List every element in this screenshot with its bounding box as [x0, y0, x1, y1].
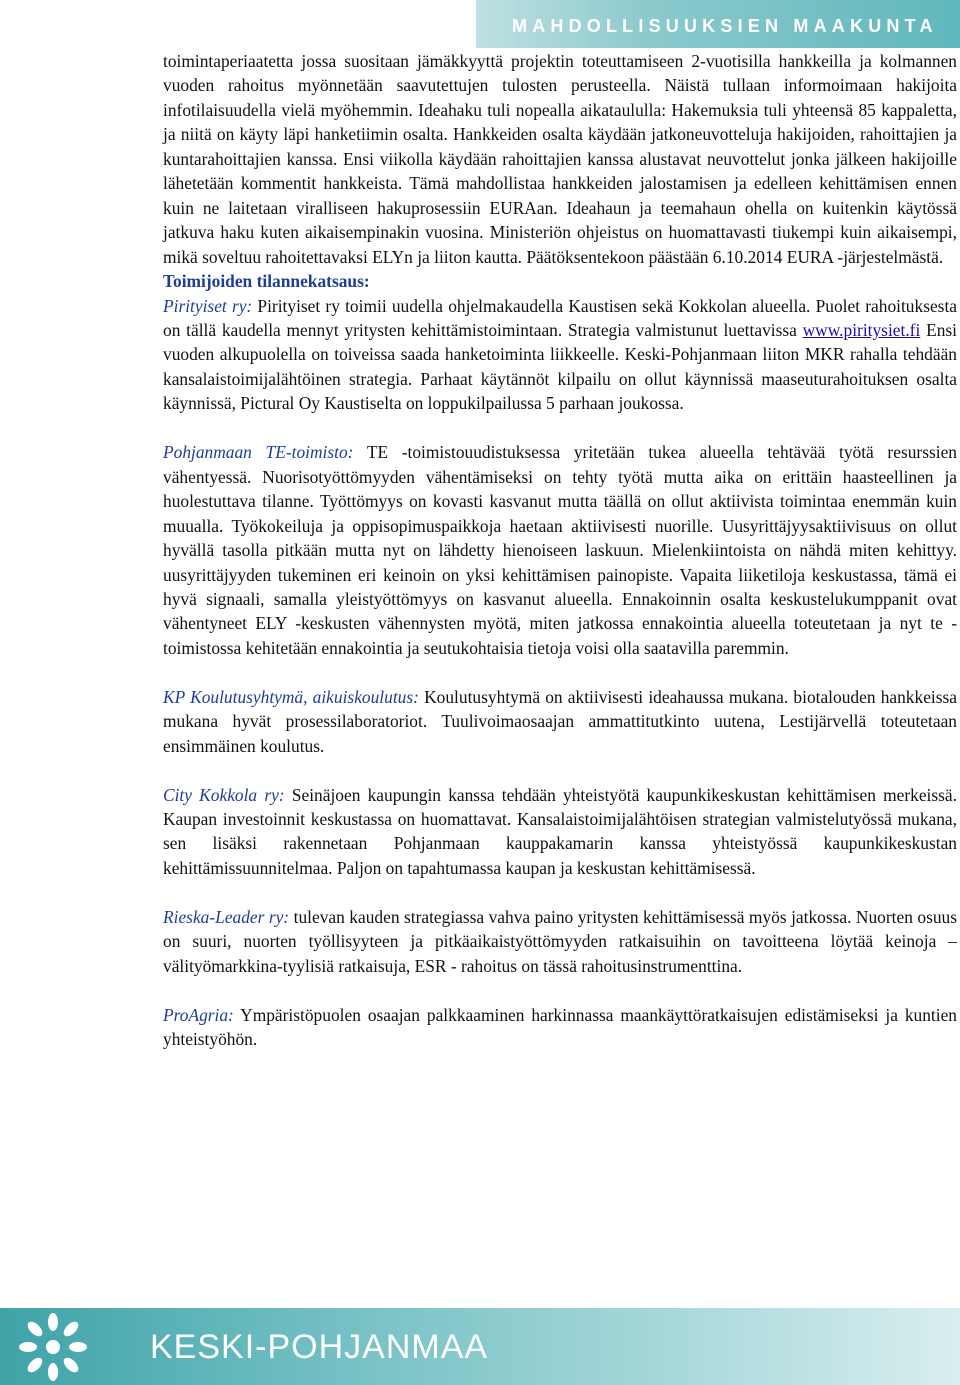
- city-kokkola-paragraph: [163, 783, 957, 881]
- kp-koulutus-paragraph: [163, 685, 957, 758]
- leaf-emblem-icon: [18, 1312, 88, 1382]
- header-title: MAHDOLLISUUKSIEN MAAKUNTA: [512, 16, 938, 36]
- te-toimisto-text: TE -toimistouudistuksessa yritetään tukea alueella tehtävää työtä resurssien vähentyessä. Nuorisotyöttömyyden vähentämiseksi on tehty työtä mutta aika on erittäin haasteellinen ja huolestuttava tilanne. Työttömyys on kovasti kasvanut mutta täällä on ollut aktiivista toimintaa enemmän kuin muualla. Työkokeiluja ja oppisopimuspaikkoja haetaan aktiivisesti nuorille. Uusyrittäjyysaktiivisuus on ollut hyvällä tasolla pitkään mutta nyt on lähdetty hienoiseen laskuun. Mielenkiintoista on nähdä miten kehittyy. uusyrittäjyyden tukeminen eri keinoin on yksi kehittämisen painopiste. Vapaita liiketiloja keskustassa, tämä ei hyvä signaali, samalla yleistyöttömyys on kasvanut alueella. Ennakoinnin osalta keskustelukumppanit ovat vähentyneet ELY -keskusten vähennysten myötä, miten jatkossa ennakointia alueella toteutetaan ja nyt te -toimistossa kehitetään ennakointia ja seutukohtaisia tietoja voisi olla saatavilla paremmin.: [163, 442, 957, 658]
- footer-banner: [0, 1308, 960, 1385]
- pirityiset-text2: Ensi vuoden alkupuolella on toiveissa saada hanketoiminta liikkeelle. Keski-Pohjanmaan liiton MKR rahalla tehdään kansalaistoimijalähtöinen strategia. Parhaat käytännöt kilpailu on ollut käynnissä maaseuturahoituksen osalta käynnissä, Pictural Oy Kaustiselta on loppukilpailussa 5 parhaan joukossa.: [163, 319, 957, 414]
- rieska-lead: Rieska-Leader ry:: [163, 906, 290, 927]
- section-heading: Toimijoiden tilannekatsaus:: [163, 271, 370, 292]
- document-body: [163, 49, 957, 1052]
- intro-paragraph: toimintaperiaatetta jossa suositaan jämäkkyyttä projektin toteuttamiseen 2-vuotisilla hankkeilla ja kolmannen vuoden rahoitus myönnetään saavutettujen tulosten perusteella. Näistä tullaan informoimaan hakijoita infotilaisuudella vielä myöhemmin. Ideahaku tuli nopealla aikataululla: Hakemuksia tuli yhteensä 85 kappaletta, ja niitä on käyty läpi hanketiimin osalta. Hankkeiden osalta käydään jatkoneuvotteluja hakijoiden, rahoittajien ja kuntarahoittajien kanssa. Ensi viikolla käydään rahoittajien kanssa alustavat neuvottelut jonka jälkeen hakijoille lähetetään kommentit hankkeista. Tämä mahdollistaa hankkeiden jalostamisen ja edelleen kehittämisen ennen kuin ne laitetaan viralliseen hakuprosessiin EURAan. Ideahaun ja teemahaun ohella on kuitenkin käytössä jatkuva haku kuten aikaisempinakin vuosina. Ministeriön ohjeistus on huomattavasti tiukempi kuin aikaisempi, mikä soveltuu rahoitettavaksi ELYn ja liiton kautta. Päätöksentekoon päästään 6.10.2014 EURA -järjestelmästä.: [163, 51, 957, 267]
- footer-brand: KESKI-POHJANMAA: [150, 1328, 489, 1366]
- kp-koulutus-lead: KP Koulutusyhtymä, aikuiskoulutus:: [163, 686, 419, 707]
- te-toimisto-paragraph: [163, 440, 957, 660]
- pirityiset-paragraph: [163, 294, 957, 416]
- rieska-text: tulevan kauden strategiassa vahva paino yritysten kehittämisessä myös jatkossa. Nuorten osuus on suuri, nuorten työllisyyteen ja pitkäaikaistyöttömyyden ratkaisuihin on tavoitteena löytää keinoja – välityömarkkina-tyylisiä ratkaisuja, ESR - rahoitus on tässä rahoitusinstrumenttina.: [163, 906, 958, 976]
- proagria-lead: ProAgria:: [163, 1004, 234, 1025]
- city-kokkola-lead: City Kokkola ry:: [163, 784, 285, 805]
- rieska-paragraph: [163, 905, 957, 978]
- kp-koulutus-text: Koulutusyhtymä on aktiivisesti ideahaussa mukana. biotalouden hankkeissa mukana hyvät prosessilaboratoriot. Tuulivoimaosaajan ammattitutkinto uutena, Lestijärvellä toteutetaan ensimmäinen koulutus.: [163, 686, 958, 756]
- proagria-text: Ympäristöpuolen osaajan palkkaaminen harkinnassa maankäyttöratkaisujen edistämiseksi ja kuntien yhteistyöhön.: [163, 1004, 957, 1050]
- header-banner: [476, 0, 960, 48]
- pirityiset-lead: Pirityiset ry:: [163, 295, 253, 316]
- pirityiset-text1: Pirityiset ry toimii uudella ohjelmakaudella Kaustisen sekä Kokkolan alueella. Puolet rahoituksesta on tällä kaudella mennyt yritysten kehittämistoimintaan. Strategia valmistunut luettavissa: [163, 295, 957, 340]
- proagria-paragraph: [163, 1003, 957, 1052]
- te-toimisto-lead: Pohjanmaan TE-toimisto:: [163, 442, 354, 463]
- pirityiset-link[interactable]: www.piritysiet.fi: [802, 319, 921, 340]
- city-kokkola-text: Seinäjoen kaupungin kanssa tehdään yhteistyötä kaupunkikeskustan kehittämisen merkeissä. Kaupan investoinnit keskustassa on huomattavat. Kansalaistoimijalähtöisen strategian valmistelutyössä mukana, sen lisäksi rakennetaan Pohjanmaan kauppakamarin kanssa yhteistyössä kaupunkikeskustan kehittämissuunnitelmaa. Paljon on tapahtumassa kaupan ja keskustan kehittämisessä.: [163, 784, 957, 878]
